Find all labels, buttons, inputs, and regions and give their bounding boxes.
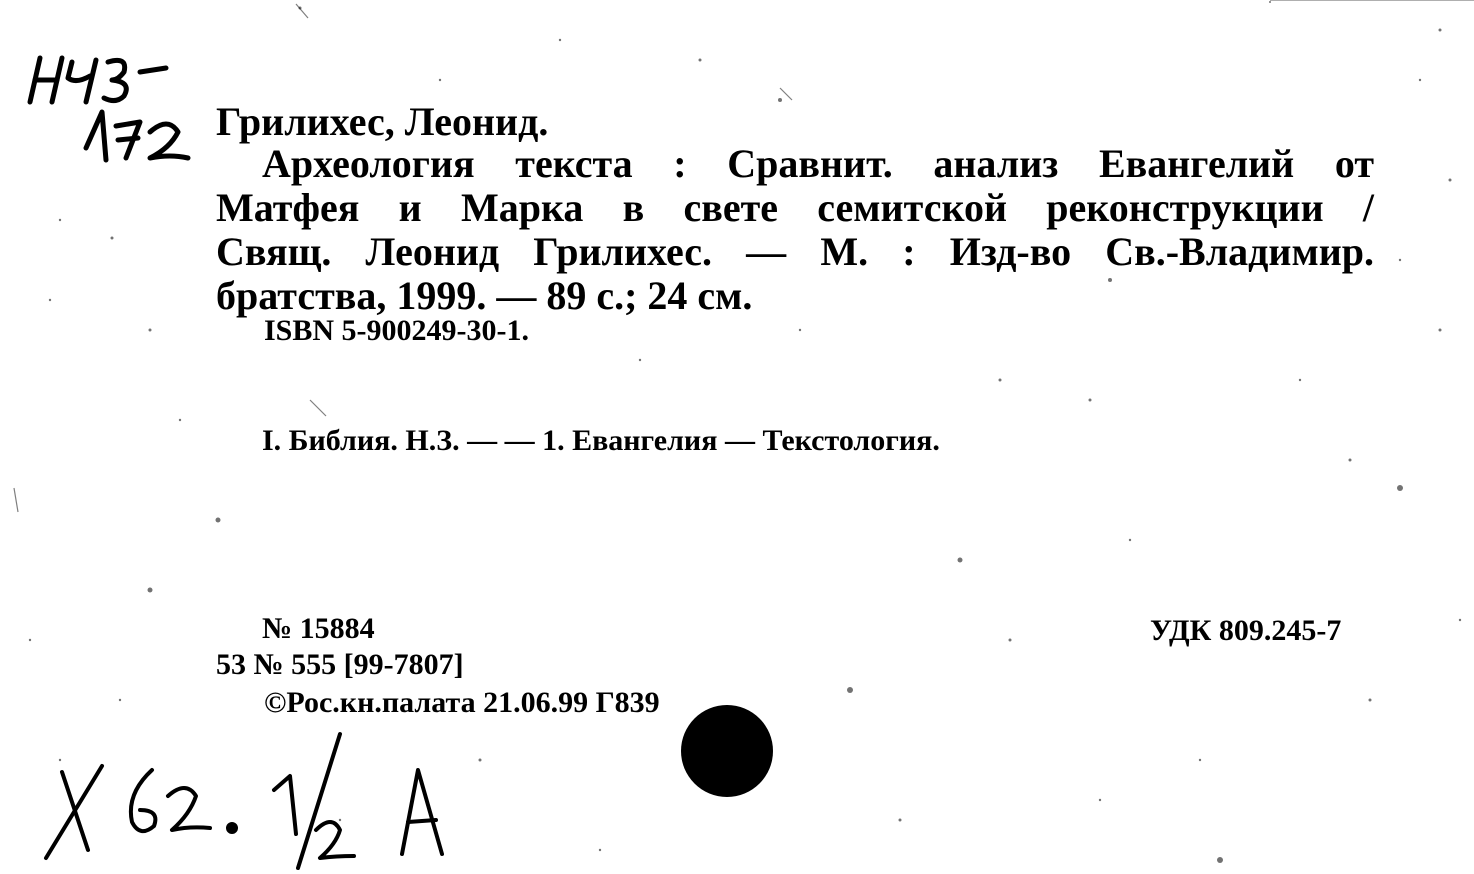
card-number: 53 № 555 [99-7807] bbox=[216, 648, 464, 681]
punch-hole bbox=[681, 705, 773, 797]
isbn: ISBN 5-900249-30-1. bbox=[264, 314, 530, 347]
copyright-line: ©Рос.кн.палата 21.06.99 Г839 bbox=[264, 686, 660, 719]
title-line-3: Свящ. Леонид Грилихес. — М. : Изд-во Св.-Владимир. bbox=[216, 229, 1374, 274]
handwritten-shelfmark-top bbox=[16, 40, 216, 170]
udk-code: УДК 809.245-7 bbox=[1150, 614, 1342, 647]
title-line-1: Археология текста : Сравнит. анализ Евангелий от bbox=[262, 141, 1374, 186]
author-heading: Грилихес, Леонид. bbox=[216, 99, 549, 144]
registration-number: № 15884 bbox=[262, 612, 375, 645]
subject-headings: I. Библия. Н.З. — — 1. Евангелия — Текстология. bbox=[262, 424, 940, 457]
handwritten-shelfmark-bottom bbox=[40, 730, 460, 870]
title-line-2: Матфея и Марка в свете семитской реконструкции / bbox=[216, 185, 1374, 230]
title-line-4: братства, 1999. — 89 с.; 24 см. bbox=[216, 273, 753, 318]
